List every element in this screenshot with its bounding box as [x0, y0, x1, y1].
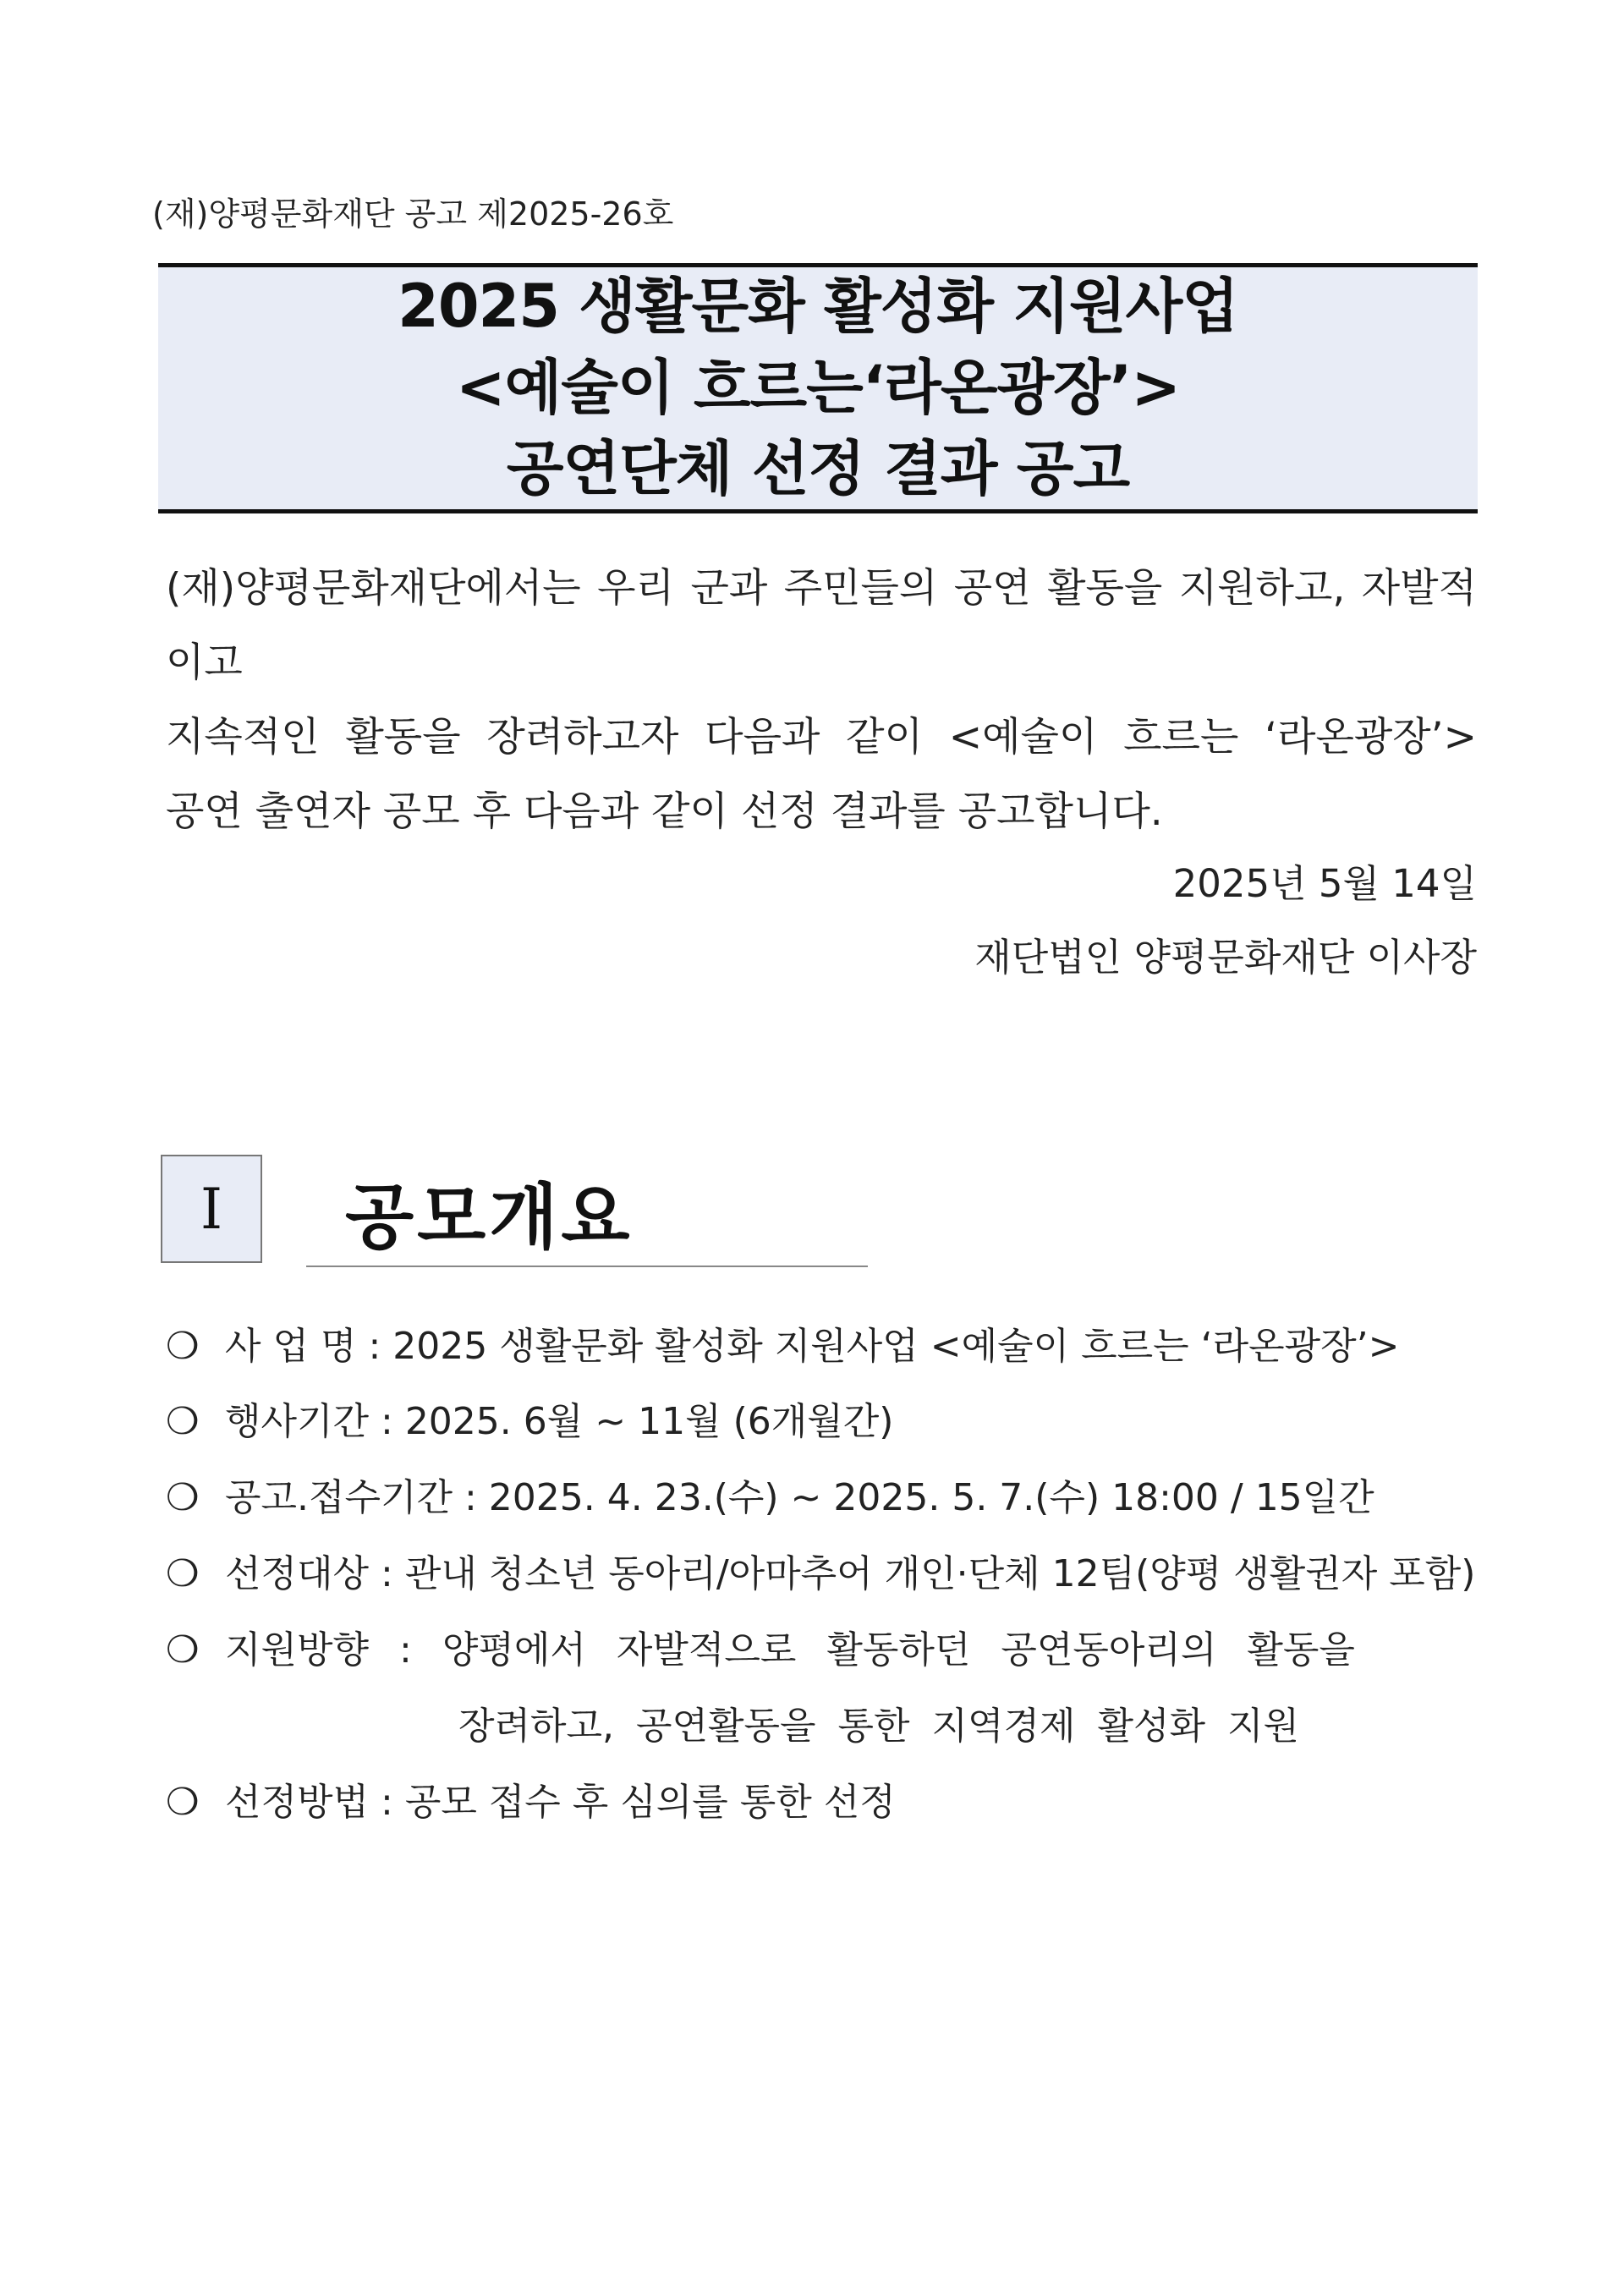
- title-line-1: 2025 생활문화 활성화 지원사업: [398, 272, 1238, 341]
- circle-bullet-icon: ❍: [166, 1781, 200, 1824]
- section-title: 공모개요: [345, 1176, 634, 1259]
- title-box: [158, 263, 1478, 513]
- list-item-selection-method: ❍ 선정방법 : 공모 접수 후 심의를 통한 선정: [166, 1781, 896, 1824]
- title-line-3: 공연단체 선정 결과 공고: [506, 434, 1130, 503]
- notice-number: (재)양평문화재단 공고 제2025-26호: [152, 195, 674, 233]
- title-line-2: <예술이 흐르는‘라온광장’>: [455, 353, 1181, 422]
- list-item-target: ❍ 선정대상 : 관내 청소년 동아리/아마추어 개인·단체 12팀(양평 생활권자 포함): [166, 1552, 1476, 1595]
- intro-paragraph: [166, 552, 1477, 849]
- intro-line-2: 지속적인 활동을 장려하고자 다음과 같이 <예술이 흐르는 ‘라온광장’>: [166, 714, 1477, 760]
- section-underline: [306, 1266, 868, 1267]
- circle-bullet-icon: ❍: [166, 1628, 200, 1672]
- list-item-support-direction-continued: 장려하고, 공연활동을 통한 지역경제 활성화 지원: [458, 1705, 1299, 1748]
- circle-bullet-icon: ❍: [166, 1325, 200, 1368]
- section-number-box: I: [161, 1155, 262, 1263]
- intro-line-3: 공연 출연자 공모 후 다음과 같이 선정 결과를 공고합니다.: [166, 788, 1163, 835]
- circle-bullet-icon: ❍: [166, 1476, 200, 1519]
- list-item-application-period: ❍ 공고.접수기간 : 2025. 4. 23.(수) ~ 2025. 5. 7.(수) 18:00 / 15일간: [166, 1476, 1374, 1519]
- issuer: 재단법인 양평문화재단 이사장: [974, 935, 1477, 980]
- list-item-project-name: ❍ 사 업 명 : 2025 생활문화 활성화 지원사업 <예술이 흐르는 ‘라온광장’>: [166, 1325, 1400, 1368]
- list-item-event-period: ❍ 행사기간 : 2025. 6월 ~ 11월 (6개월간): [166, 1400, 894, 1443]
- circle-bullet-icon: ❍: [166, 1552, 200, 1595]
- list-item-support-direction: ❍ 지원방향 : 양평에서 자발적으로 활동하던 공연동아리의 활동을: [166, 1628, 1355, 1672]
- announcement-date: 2025년 5월 14일: [1172, 861, 1477, 906]
- circle-bullet-icon: ❍: [166, 1400, 200, 1443]
- intro-line-1: (재)양평문화재단에서는 우리 군과 주민들의 공연 활동을 지원하고, 자발적이고: [166, 565, 1477, 686]
